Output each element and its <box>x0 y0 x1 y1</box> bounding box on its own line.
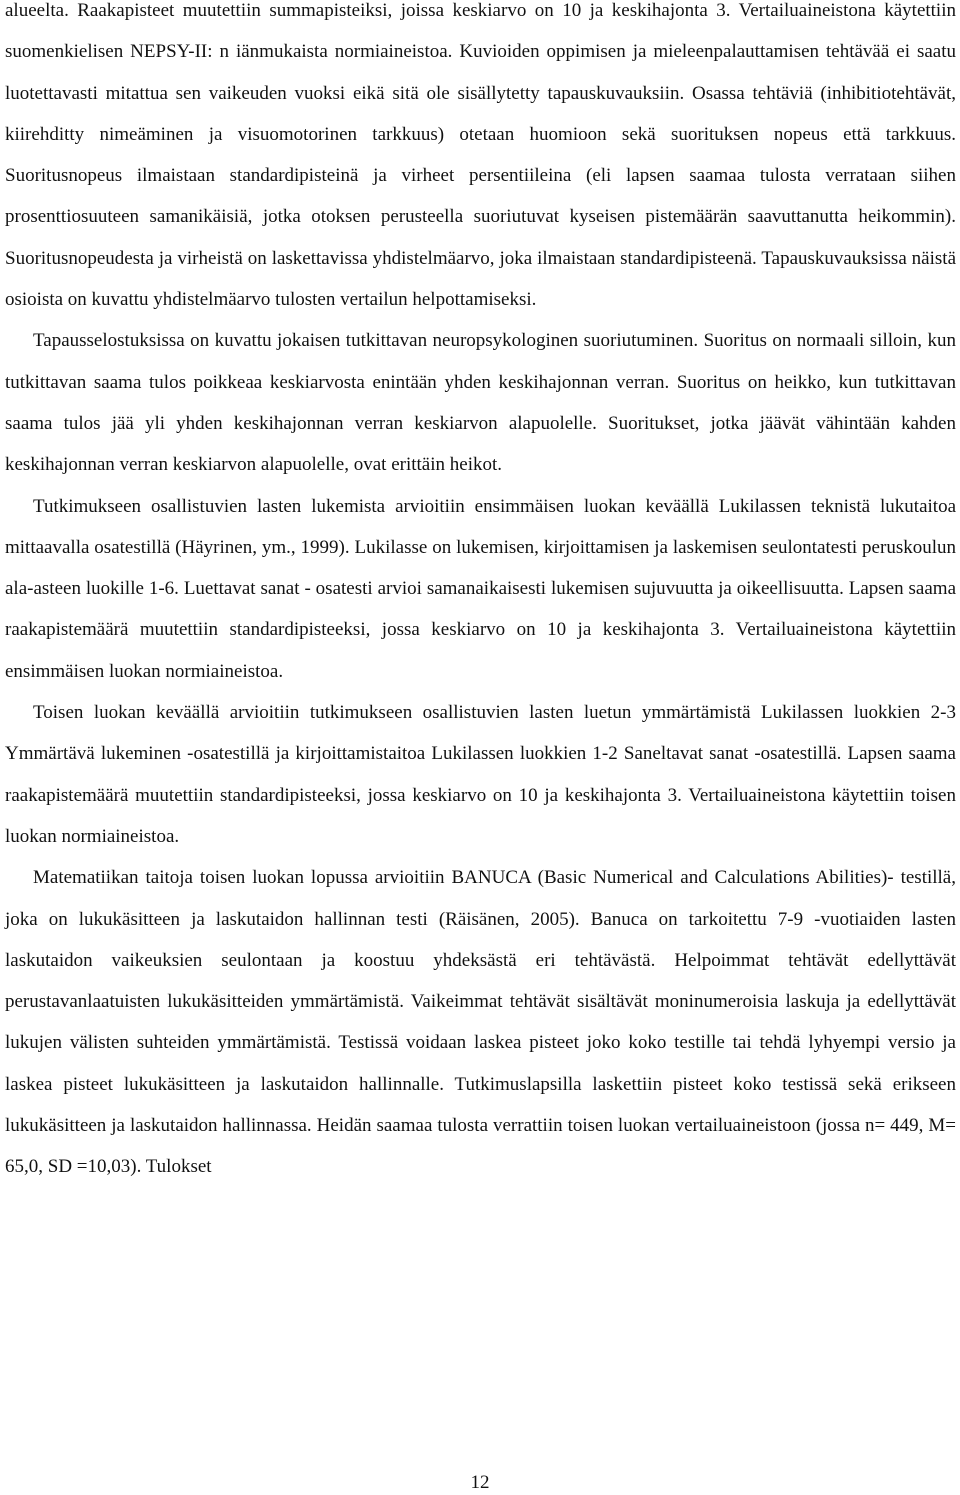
paragraph-second-grade: Toisen luokan keväällä arvioitiin tutkimukseen osallistuvien lasten luetun ymmärtämistä Lukilassen luokkien 2-3 Ymmärtävä lukeminen -osatestillä ja kirjoittamistaitoa Lukilassen luokkien 1-2 Saneltavat sanat -osatestillä. Lapsen saama raakapistemäärä muutettiin standardipisteeksi, jossa keskiarvo on 10 ja keskihajonta 3. Vertailuaineistona käytettiin toisen luokan normiaineistoa. <box>5 702 956 847</box>
paragraph-case-reports: Tapausselostuksissa on kuvattu jokaisen tutkittavan neuropsykologinen suoriutuminen. Suoritus on normaali silloin, kun tutkittavan saama tulos poikkeaa keskiarvosta enintään yhden keskihajonnan verran. Suoritus on heikko, kun tutkittavan saama tulos jää yli yhden keskihajonnan verran keskiarvon alapuolelle. Suoritukset, jotka jäävät vähintään kahden keskihajonnan verran keskiarvon alapuolelle, ovat erittäin heikot. <box>5 330 956 476</box>
paragraph-nepsy-scoring: alueelta. Raakapisteet muutettiin summapisteiksi, joissa keskiarvo on 10 ja keskihajonta 3. Vertailuaineistona käytettiin suomenkielisen NEPSY-II: n iänmukaista normiaineistoa. Kuvioiden oppimisen ja mieleenpalauttamisen tehtävää ei saatu luotettavasti mitattua sen vaikeuden vuoksi eikä sitä ole sisällytetty tapauskuvauksiin. Osassa tehtäviä (inhibitiotehtävät, kiirehditty nimeäminen ja visuomotorinen tarkkuus) otetaan huomioon sekä suorituksen nopeus että tarkkuus. Suoritusnopeus ilmaistaan standardipisteinä ja virheet persentiileina (eli lapsen saamaa tulosta verrataan siihen prosenttiosuuteen samanikäisiä, jotka otoksen perusteella suoriutuvat kyseisen pistemäärän saavuttanutta heikommin). Suoritusnopeudesta ja virheistä on laskettavissa yhdistelmäarvo, joka ilmaistaan standardipisteenä. Tapauskuvauksissa näistä osioista on kuvattu yhdistelmäarvo tulosten vertailun helpottamiseksi. <box>5 0 956 311</box>
page-number: 12 <box>470 1472 490 1493</box>
paragraph-lukilasse-reading: Tutkimukseen osallistuvien lasten lukemista arvioitiin ensimmäisen luokan keväällä Lukilassen teknistä lukutaitoa mittaavalla osatestillä (Häyrinen, ym., 1999). Lukilasse on lukemisen, kirjoittamisen ja laskemisen seulontatesti peruskoulun ala-asteen luokille 1-6. Luettavat sanat - osatesti arvioi samanaikaisesti lukemisen sujuvuutta ja oikeellisuutta. Lapsen saama raakapistemäärä muutettiin standardipisteeksi, jossa keskiarvo on 10 ja keskihajonta 3. Vertailuaineistona käytettiin ensimmäisen luokan normiaineistoa. <box>5 495 956 682</box>
document-page <box>5 0 956 1188</box>
paragraph-banuca-math: Matematiikan taitoja toisen luokan lopussa arvioitiin BANUCA (Basic Numerical and Calculations Abilities)- testillä, joka on lukukäsitteen ja laskutaidon hallinnan testi (Räisänen, 2005). Banuca on tarkoitettu 7-9 -vuotiaiden lasten laskutaidon vaikeuksien seulontaan ja koostuu yhdeksästä eri tehtävästä. Helpoimmat tehtävät edellyttävät perustavanlaatuisten lukukäsitteiden ymmärtämistä. Vaikeimmat tehtävät sisältävät moninumeroisia laskuja ja edellyttävät lukujen välisten suhteiden ymmärtämistä. Testissä voidaan laskea pisteet joko koko testille tai tehdä lyhyempi versio ja laskea pisteet lukukäsitteen ja laskutaidon hallinnalle. Tutkimuslapsilla laskettiin pisteet koko testissä sekä erikseen lukukäsitteen ja laskutaidon hallinnassa. Heidän saamaa tulosta verrattiin toisen luokan vertailuaineistoon (jossa n= 449, M= 65,0, SD =10,03). Tulokset <box>5 867 956 1178</box>
